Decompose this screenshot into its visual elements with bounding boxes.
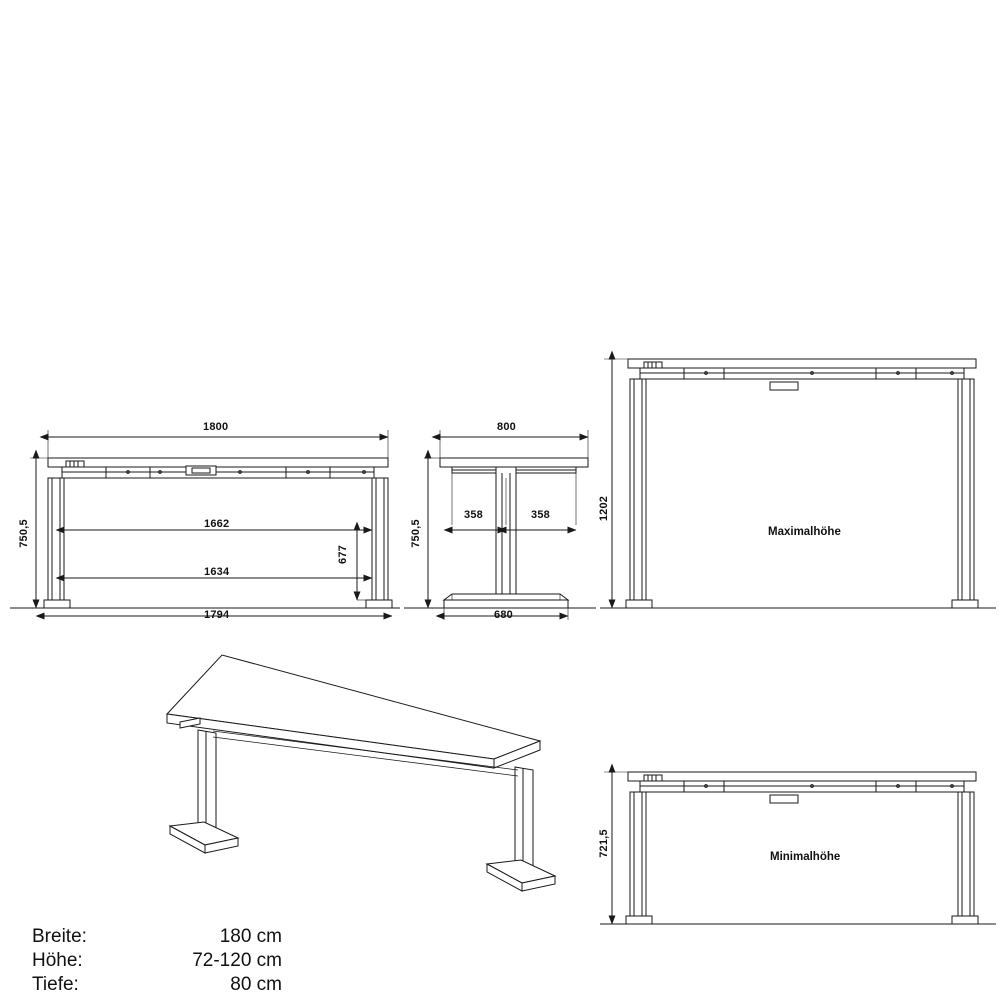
max-height-view-drawing <box>600 359 996 608</box>
spec-key-height: Höhe: <box>32 950 83 971</box>
front-foot-width-label: 1794 <box>204 609 230 621</box>
max-height-caption: Maximalhöhe <box>768 526 841 538</box>
front-inner-upper-label: 1662 <box>204 518 230 530</box>
side-foot-depth-label: 680 <box>494 609 513 621</box>
min-height-caption: Minimalhöhe <box>770 851 841 863</box>
front-inner-lower-label: 1634 <box>204 566 230 578</box>
spec-row-height <box>32 949 282 973</box>
side-view-drawing <box>404 430 596 620</box>
front-leg-height-label: 677 <box>336 545 349 564</box>
spec-key-depth: Tiefe: <box>32 974 79 995</box>
spec-value-width: 180 cm <box>219 926 282 947</box>
min-height-view-drawing <box>597 772 996 924</box>
front-top-width-label: 1800 <box>203 421 229 433</box>
spec-key-width: Breite: <box>32 926 87 947</box>
front-height-label: 750,5 <box>17 519 30 548</box>
min-height-dimension-label: 721,5 <box>597 829 610 858</box>
spec-row-depth <box>32 973 282 997</box>
side-top-depth-label: 800 <box>497 421 516 433</box>
perspective-view-drawing <box>167 655 555 891</box>
spec-row-width <box>32 925 282 949</box>
side-height-label: 750,5 <box>409 519 422 548</box>
spec-value-depth: 80 cm <box>230 974 282 995</box>
max-height-dimension-label: 1202 <box>598 495 611 522</box>
side-half-right-label: 358 <box>531 509 550 521</box>
side-half-left-label: 358 <box>464 509 483 521</box>
specs-table <box>32 925 282 997</box>
spec-value-height: 72-120 cm <box>192 950 282 971</box>
